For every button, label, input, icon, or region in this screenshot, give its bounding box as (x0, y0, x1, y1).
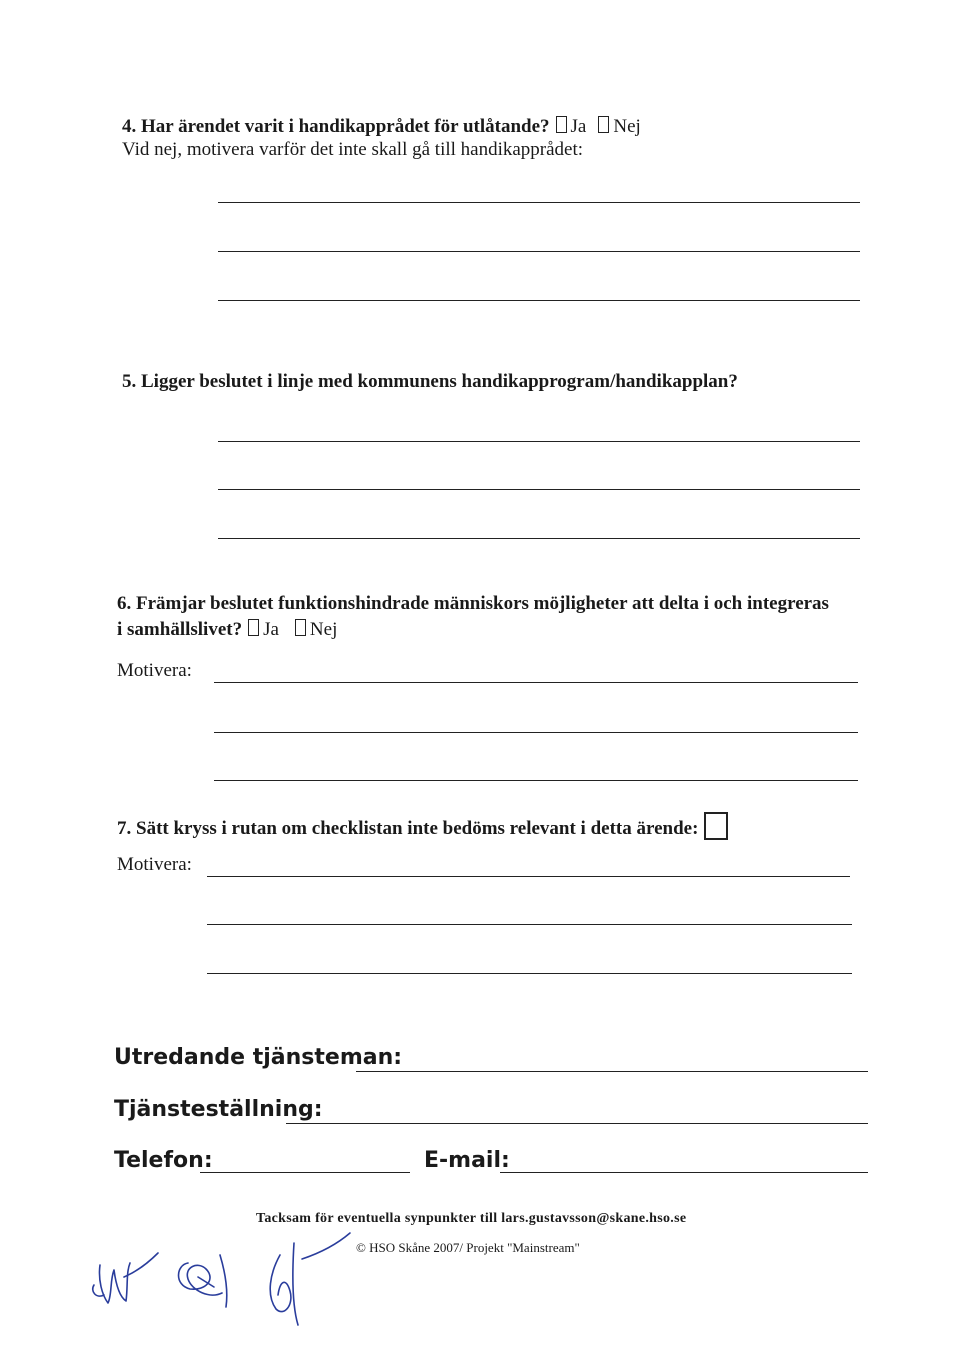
officer-row (114, 1045, 402, 1070)
email-label: E-mail: (424, 1148, 510, 1173)
question-5-text: 5. Ligger beslutet i linje med kommunens handikapprogram/handikapplan? (122, 371, 738, 392)
answer-line-q5-1[interactable] (218, 441, 860, 442)
question-6-text-line2: i samhällslivet? (117, 619, 243, 640)
q6-motivate-label: Motivera: (117, 660, 192, 681)
answer-line-q4-1[interactable] (218, 202, 860, 203)
officer-field-line[interactable] (356, 1071, 868, 1072)
answer-line-q5-2[interactable] (218, 489, 860, 490)
answer-line-q6-2[interactable] (214, 732, 858, 733)
answer-line-q6-3[interactable] (214, 780, 858, 781)
question-6-line2 (117, 618, 337, 642)
checkbox-q7-not-relevant[interactable] (704, 812, 728, 840)
position-label: Tjänsteställning: (114, 1097, 323, 1122)
answer-line-q4-2[interactable] (218, 251, 860, 252)
footer-thanks: Tacksam för eventuella synpunkter till lars.gustavsson@skane.hso.se (256, 1211, 687, 1226)
answer-line-q7-1[interactable] (207, 876, 850, 877)
answer-line-q4-3[interactable] (218, 300, 860, 301)
question-4-followup: Vid nej, motivera varför det inte skall gå till handikapprådet: (122, 139, 584, 160)
checkbox-q4-no[interactable] (598, 116, 609, 133)
option-q6-no-label: Nej (309, 619, 338, 640)
phone-label: Telefon: (114, 1148, 213, 1173)
q7-motivate-label: Motivera: (117, 854, 192, 875)
answer-line-q5-3[interactable] (218, 538, 860, 539)
handwritten-initials (80, 1225, 360, 1335)
footer-copyright: © HSO Skåne 2007/ Projekt "Mainstream" (356, 1240, 580, 1255)
option-q6-yes-label: Ja (263, 619, 279, 640)
email-field-line[interactable] (500, 1172, 868, 1173)
checkbox-q6-yes[interactable] (248, 619, 259, 636)
checkbox-q6-no[interactable] (295, 619, 306, 636)
question-4-text: 4. Har ärendet varit i handikapprådet för utlåtande? (122, 116, 550, 137)
option-q4-yes-label: Ja (570, 116, 587, 137)
question-6-text-line1: 6. Främjar beslutet funktionshindrade människors möjligheter att delta i och integreras (117, 593, 829, 614)
option-q4-no-label: Nej (613, 116, 641, 137)
officer-label: Utredande tjänsteman: (114, 1045, 403, 1070)
question-7-text: 7. Sätt kryss i rutan om checklistan inte bedöms relevant i detta ärende: (117, 818, 699, 839)
checkbox-q4-yes[interactable] (556, 116, 567, 133)
question-7 (117, 812, 728, 841)
answer-line-q7-3[interactable] (207, 973, 852, 974)
answer-line-q7-2[interactable] (207, 924, 852, 925)
phone-field-line[interactable] (200, 1172, 410, 1173)
answer-line-q6-1[interactable] (214, 682, 858, 683)
position-field-line[interactable] (286, 1123, 868, 1124)
question-4 (122, 115, 641, 139)
